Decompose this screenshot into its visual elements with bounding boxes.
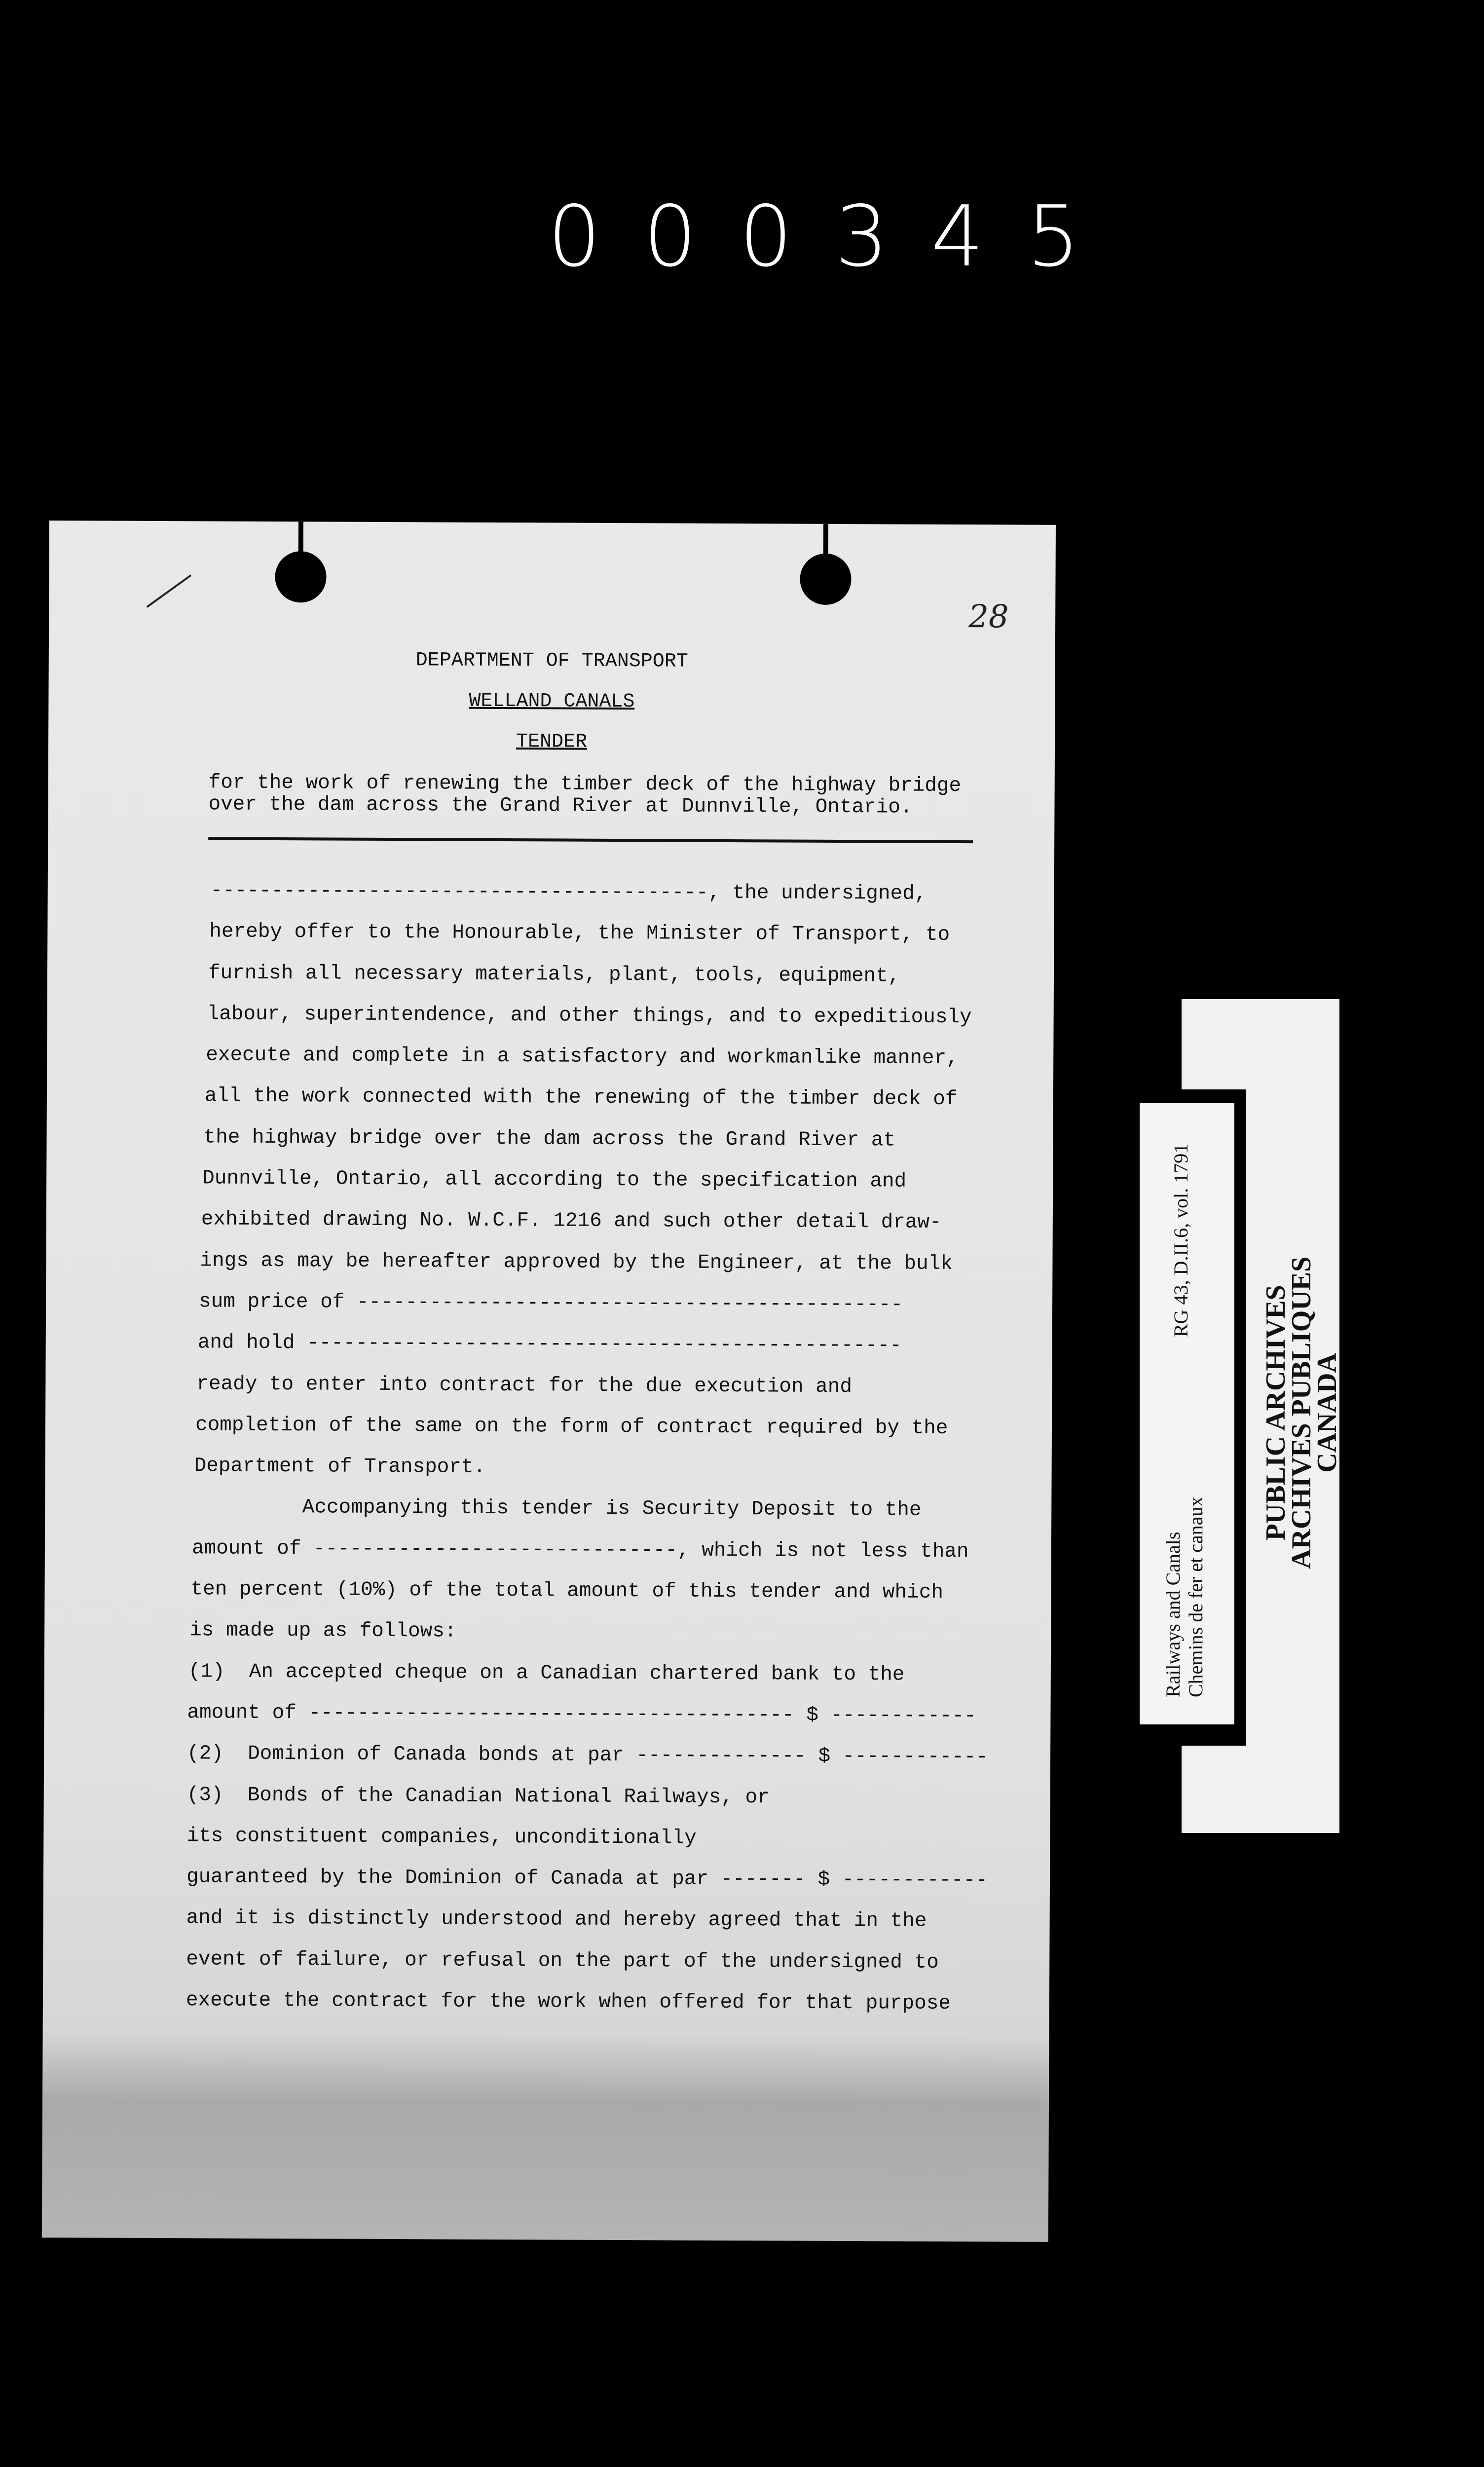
- frame-number: 000345: [548, 188, 1122, 286]
- subject-line-1: for the work of renewing the timber deck of the highway bridge: [208, 771, 962, 798]
- body-line: ready to enter into contract for the due execution and: [196, 1372, 853, 1398]
- body-line: -----------------------------------------, the undersigned,: [210, 879, 927, 905]
- department-heading: DEPARTMENT OF TRANSPORT: [415, 649, 688, 673]
- body-line: completion of the same on the form of contract required by the: [195, 1414, 948, 1440]
- folio-number: 28: [968, 598, 1009, 635]
- body-line: ings as may be hereafter approved by the Engineer, at the bulk: [200, 1249, 953, 1275]
- body-line: all the work connected with the renewing of the timber deck of: [204, 1084, 958, 1111]
- heading-rule: [208, 837, 973, 843]
- body-line: (3) Bonds of the Canadian National Railways, or: [186, 1783, 770, 1809]
- body-line: sum price of ---------------------------------------------: [198, 1290, 903, 1316]
- punch-hole-left: [275, 551, 326, 602]
- archive-stamp: [1263, 1257, 1340, 1569]
- body-line: execute the contract for the work when offered for that purpose: [186, 1989, 951, 2016]
- punch-hole-right: [800, 554, 851, 605]
- body-line: ten percent (10%) of the total amount of this tender and which: [190, 1578, 944, 1604]
- body-line: guaranteed by the Dominion of Canada at par ------- $ ------------: [186, 1866, 988, 1892]
- body-line: exhibited drawing No. W.C.F. 1216 and such other detail draw-: [201, 1208, 942, 1234]
- body-line: amount of ---------------------------------------- $ ------------: [187, 1701, 976, 1728]
- body-line: its constituent companies, unconditionally: [186, 1825, 697, 1850]
- tender-body: [186, 870, 992, 2024]
- archive-country: CANADA: [1312, 1353, 1342, 1473]
- body-line: hereby offer to the Honourable, the Minister of Transport, to: [209, 920, 950, 947]
- body-line: the highway bridge over the dam across the Grand River at: [203, 1126, 896, 1152]
- division-heading: WELLAND CANALS: [469, 690, 635, 713]
- body-line: and hold -------------------------------------------------: [197, 1331, 902, 1357]
- body-line: execute and complete in a satisfactory and workmanlike manner,: [206, 1044, 959, 1070]
- body-line: furnish all necessary materials, plant, tools, equipment,: [208, 962, 900, 988]
- pencil-tick-mark: [147, 574, 192, 608]
- body-line: Dunnville, Ontario, all according to the specification and: [202, 1167, 907, 1193]
- series-title: [1162, 1496, 1207, 1697]
- body-line: event of failure, or refusal on the part of the undersigned to: [186, 1947, 939, 1974]
- body-line: and it is distinctly understood and hereby agreed that in the: [186, 1906, 927, 1933]
- body-line: Department of Transport.: [194, 1455, 486, 1479]
- subject-line-2: over the dam across the Grand River at Dunnville, Ontario.: [208, 793, 913, 819]
- body-line: (1) An accepted cheque on a Canadian chartered bank to the: [188, 1660, 905, 1686]
- series-title-en: Railways and Canals: [1162, 1532, 1184, 1697]
- body-line: Accompanying this tender is Security Deposit to the: [193, 1495, 922, 1522]
- archive-name-en: PUBLIC ARCHIVES: [1261, 1285, 1291, 1541]
- series-title-fr: Chemins de fer et canaux: [1185, 1496, 1207, 1697]
- body-line: labour, superintendence, and other things, and to expeditiously: [207, 1003, 972, 1029]
- document-type-heading: TENDER: [516, 731, 588, 753]
- body-line: (2) Dominion of Canada bonds at par -------------- $ ------------: [186, 1742, 989, 1769]
- archive-name-fr: ARCHIVES PUBLIQUES: [1286, 1256, 1317, 1569]
- archive-reference: RG 43, D.II.6, vol. 1791: [1170, 1143, 1192, 1337]
- body-line: is made up as follows:: [189, 1619, 457, 1643]
- document-page: [42, 521, 1056, 2242]
- body-line: amount of ------------------------------, which is not less than: [191, 1537, 969, 1563]
